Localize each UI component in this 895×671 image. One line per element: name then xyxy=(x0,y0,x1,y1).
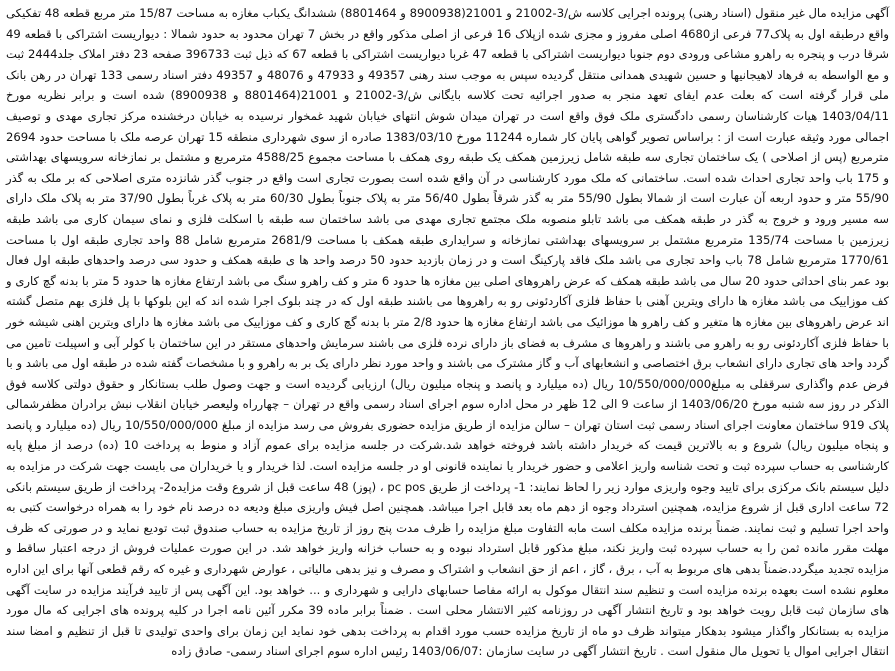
auction-notice-text: آگهی مزایده مال غیر منقول (اسناد رهنی) پرونده اجرایی کلاسه ش/3-21002 و 21001(8900938 و 8801464) ششدانگ یکباب مغازه به مساحت 15/87 متر مربع قطعه 48 تفکیکی واقع درطبقه اول به پلاک77 فرعی از4680 اصلی مفروز و مجزی شده ازپلاک 16 فرعی از اصلی مذکور واقع در بخش 7 تهران محدود به حدود شمالا : دیواریست اشتراکی با قطعه 49 شرقا درب و پنجره به راهرو مشاعی ورودی دوم جنوبا دیواریست اشتراکی با قطعه 47 غربا دیواریست اشتراکی با قطعه 67 که ذیل ثبت 396733 صفحه 23 دفتر املاک جلد2444 ثبت و مع الواسطه به فرهاد لاهیجانیها و حسین شهیدی همدانی منتقل گردیده سپس به موجب سند رهنی 49357 و 47933 و 48076 و 49357 دفتر اسناد رسمی 133 تهران در رهن بانک ملی قرار گرفته است که بعلت عدم ایفای تعهد منجر به صدور اجرائیه تحت کلاسه بایگانی ش/3-21002 و 21001(8801464 و 8900938) شده است و برابر نظریه مورخ 1403/04/11 هیات کارشناسان رسمی دادگستری ملک فوق واقع است در تهران میدان شوش انتهای خیابان شهید غمخوار نرسیده به خیابان درخشنده مرکز تجاری مهدی و توصیف اجمالی مورد وثیقه عبارت است از : براساس تصویر گواهی پایان کار شماره 11244 مورخ 1383/03/10 صادره از سوی شهرداری منطقه 15 تهران عرصه ملک با مساحت حدود 2694 مترمربع (پس از اصلاحی ) یک ساختمان تجاری سه طبقه شامل زیرزمین همکف یک طبقه روی همکف با مساحت مجموع 4588/25 مترمربع و مشتمل بر نمازخانه سرویسهای بهداشتی و 175 باب واحد تجاری احداث شده است. ساختمانی که ملک مورد کارشناسی در آن واقع شده است بصورت تجاری است واقع در جنوب گذر شانزده متری اصلاحی که بر ملک به گذر 55/90 متر و حدود اربعه آن عبارت است از شمالا بطول 55/90 متر به گذر شرقاً بطول 56/40 متر به پلاک جنوباً بطول 60/30 متر به پلاک غرباً بطول 37/90 متر به پلاک ملک دارای سه مسیر ورود و خروج به گذر در طبقه همکف می باشد تابلو منصوبه ملک مجتمع تجاری مهدی می باشد ساختمان سه طبقه با اسکلت فلزی و نمای سیمان کاری می باشد طبقه زیرزمین با مساحت 135/74 مترمربع مشتمل بر سرویسهای بهداشتی نمازخانه و سرایداری طبقه همکف با مساحت 2681/9 مترمربع شامل 88 واحد تجاری طبقه اول با مساحت 1770/61 مترمربع شامل 78 باب واحد تجاری می باشد ملک فاقد پارکینگ است و در زمان بازدید حدود 50 درصد واحد ها ی طبقه همکف و حدود سی درصد واحدهای طبقه اول فعال بود عمر بنای احداثی حدود 20 سال می باشد طبقه همکف که عرض راهروهای اصلی بین مغازه ها حدود 6 متر و کف راهرو سنگ می باشد ارتفاع مغازه ها حدود 5 متر با بدنه گچ کاری و کف موزاییک می باشد مغازه ها دارای ویترین آهنی با حفاظ فلزی آکاردئونی رو به راهروها می باشند طبقه اول که در چند بلوک اجرا شده اند که این بلوکها با پل فلزی بهم متصل گشته اند عرض راهروهای بین مغازه ها متغیر و کف راهرو ها موزائیک می باشد ارتفاع مغازه ها حدود 2/8 متر با بدنه گچ کاری و کف موزاییک می باشد مغازه ها دارای ویترین اهنی شیشه خور با حفاظ فلزی آکاردئونی رو به راهرو می باشند و راهروها ی مشرف به فضای باز دارای نرده فلزی می باشند سرمایش واحدهای مستقر در این ساختمان با کولر آبی و اسپیلت تامین می گردد واحد های تجاری دارای انشعاب برق اختصاصی و انشعابهای آب و گاز مشترک می باشند و واحد مورد نظر دارای یک بر به راهرو و با مشخصات گفته شده در طبقه اول می باشد و با فرض عدم واگذاری سرقفلی به مبلغ10/550/000/000 ریال (ده میلیارد و پانصد و پنجاه میلیون ریال) ارزیابی گردیده است و جهت وصول طلب بستانکار و حقوق دولتی کلاسه فوق الذکر در روز سه شنبه مورخ 1403/06/20 از ساعت 9 الی 12 ظهر در محل اداره سوم اجرای اسناد رسمی واقع در تهران – چهارراه ولیعصر خیابان انقلاب نبش برادران مظفرشمالی پلاک 919 ساختمان معاونت اجرای اسناد رسمی ثبت استان تهران – سالن مزایده از طریق مزایده حضوری بفروش می رسد مزایده از مبلغ 10/550/000/000 ریال (ده میلیارد و پانصد و پنجاه میلیون ریال) شروع و به بالاترین قیمت که خریدار داشته باشد فروخته خواهد شد.شرکت در جلسه مزایده برای عموم آزاد و منوط به پرداخت 10 (ده) درصد از مبلغ پایه کارشناسی به حساب سپرده ثبت و تحت شناسه واریز اعلامی و حضور خریدار یا نماینده قانونی او در جلسه مزایده است. لذا خریدار و یا خریداران می بایست جهت شرکت در مزایده به دلیل سیستم بانک مرکزی برای تایید وجوه واریزی موارد زیر را لحاظ نمایند: 1- پرداخت از طریق pc pos ، (پوز) 48 ساعت قبل از شروع وقت مزایده2- پرداخت از طریق سیستم بانکی 72 ساعت اداری قبل از شروع مزایده، همچنین استرداد وجوه از دهم ماه بعد قابل اجرا میباشد. همچنین اصل فیش واریزی مبلغ ودیعه ده درصد نام خود را به همراه درخواست کتبی به واحد اجرا تسلیم و ثبت نمایند. ضمناً برنده مزایده مکلف است مابه التفاوت مبلغ مزایده را ظرف مدت پنج روز از تاریخ مزایده به حساب صندوق ثبت تودیع نماید و در صورتی که ظرف مهلت مقرر مانده ثمن را به حساب سپرده ثبت واریز نکند، مبلغ مذکور قابل استرداد نبوده و به حساب خزانه واریز خواهد شد. در این صورت عملیات فروش از درجه اعتبار ساقط و مزایده تجدید میگردد.ضمناً بدهی های مربوط به آب ، برق ، گاز ، اعم از حق انشعاب و اشتراک و مصرف و نیز بدهی مالیاتی ، عوارض شهرداری و غیره که رقم قطعی آنها برای این اداره معلوم نشده است بعهده برنده مزایده است و تنظیم سند انتقال موکول به ارائه مفاصا حسابهای دارایی و شهرداری و ... خواهد بود. این آگهی پس از تایید فرآیند مزایده در سایت آگهی های سازمان ثبت قابل رویت خواهد بود و تاریخ انتشار آگهی در روزنامه کثیر الانتشار محلی است . ضمناً برابر ماده 39 مکرر آئین نامه اجرا در کلیه پرونده های اجرایی که مال مورد مزایده به بستانکار واگذار میشود بدهکار میتواند ظرف دو ماه از تاریخ مزایده حسب مورد اقدام به پرداخت بدهی خود نماید این زمان برای واحدی تولیدی تا قبل از تنظیم و امضا سند انتقال اجرایی اموال یا تحویل مال منقول است . تاریخ انتشار آگهی در سایت سازمان :1403/06/07 رئیس اداره سوم اجرای اسناد رسمی- صادق زاده xyxy=(6,6,890,659)
